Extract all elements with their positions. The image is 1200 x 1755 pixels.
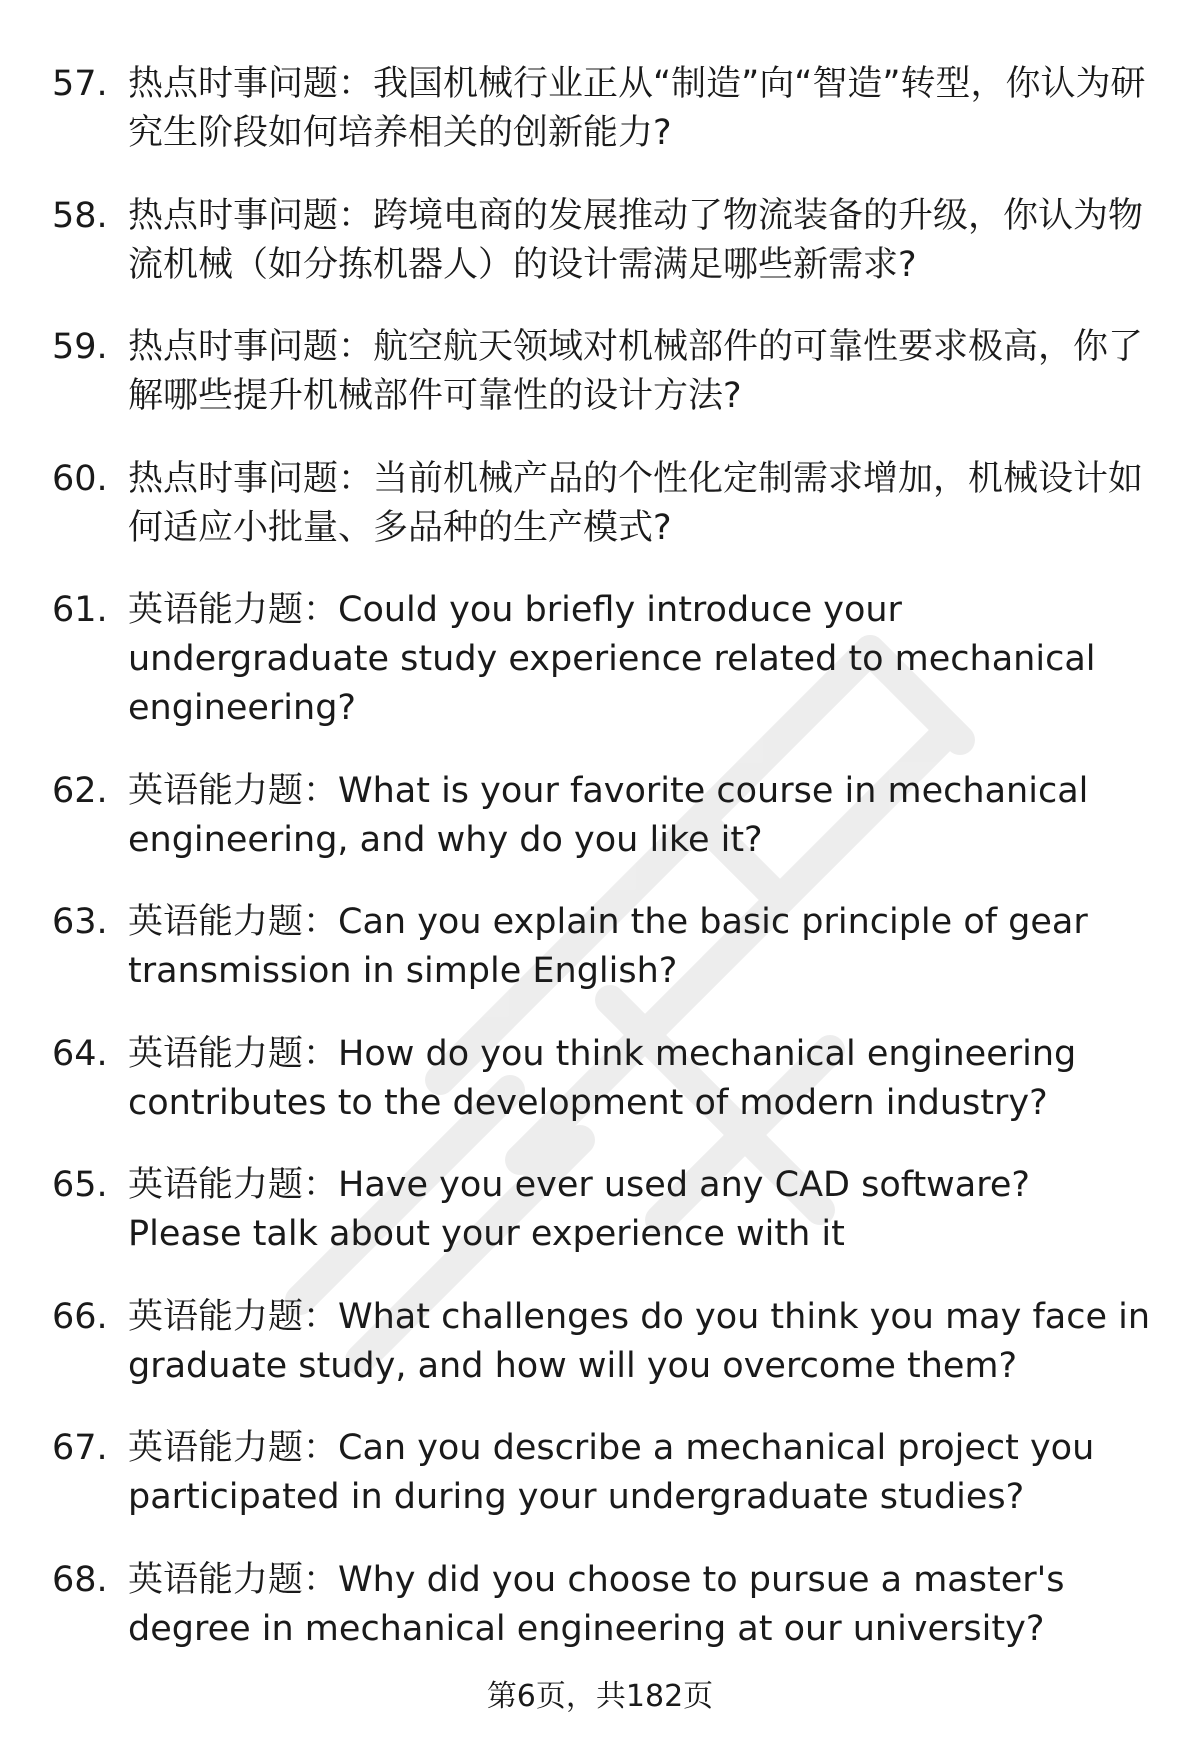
question-number: 60.: [52, 458, 108, 499]
question-text: 热点时事问题：航空航天领域对机械部件的可靠性要求极高，你了解哪些提升机械部件可靠性的设计方法?: [128, 327, 1144, 416]
question-number: 62.: [52, 770, 108, 811]
list-item: [52, 1161, 1152, 1259]
list-item: [52, 1424, 1152, 1522]
page-number-footer: 第6页，共182页: [486, 1679, 714, 1714]
question-number: 65.: [52, 1165, 108, 1205]
question-number: 67.: [52, 1428, 108, 1468]
question-number: 64.: [52, 1033, 108, 1074]
list-item: [52, 192, 1152, 290]
question-number: 58.: [52, 195, 108, 236]
question-text: 英语能力题：What challenges do you think you may face in graduate study, and how will you overcome them?: [128, 1296, 1151, 1386]
question-text: 英语能力题：Can you describe a mechanical project you participated in during your undergraduate studies?: [128, 1428, 1095, 1517]
question-text: 热点时事问题：跨境电商的发展推动了物流装备的升级，你认为物流机械（如分拣机器人）的设计需满足哪些新需求?: [128, 195, 1144, 285]
question-text: 英语能力题：Could you briefly introduce your undergraduate study experience related to mechanical engineering?: [128, 590, 1096, 728]
question-text: 英语能力题：Why did you choose to pursue a master's degree in mechanical engineering at our university?: [128, 1559, 1065, 1649]
question-number: 57.: [52, 64, 108, 104]
question-text: 英语能力题：Have you ever used any CAD software? Please talk about your experience with it: [128, 1165, 1030, 1254]
list-item: [52, 586, 1152, 733]
question-text: 英语能力题：How do you think mechanical engineering contributes to the development of modern industry?: [128, 1033, 1077, 1123]
list-item: [52, 455, 1152, 553]
list-item: [52, 323, 1152, 421]
question-number: 59.: [52, 327, 108, 367]
question-number: 63.: [52, 902, 108, 942]
question-text: 热点时事问题：当前机械产品的个性化定制需求增加，机械设计如何适应小批量、多品种的生产模式?: [128, 458, 1144, 548]
question-text: 热点时事问题：我国机械行业正从“制造”向“智造”转型，你认为研究生阶段如何培养相关的创新能力?: [128, 64, 1146, 153]
question-number: 68.: [52, 1559, 108, 1600]
list-item: [52, 898, 1152, 996]
question-text: 英语能力题：Can you explain the basic principle of gear transmission in simple English?: [128, 902, 1088, 991]
question-text: 英语能力题：What is your favorite course in mechanical engineering, and why do you like it?: [128, 770, 1089, 860]
question-list: [52, 60, 1152, 1687]
list-item: [52, 767, 1152, 865]
question-number: 61.: [52, 590, 108, 630]
list-item: [52, 1030, 1152, 1128]
list-item: [52, 1556, 1152, 1654]
list-item: [52, 1293, 1152, 1391]
list-item: [52, 60, 1152, 158]
question-number: 66.: [52, 1296, 108, 1337]
